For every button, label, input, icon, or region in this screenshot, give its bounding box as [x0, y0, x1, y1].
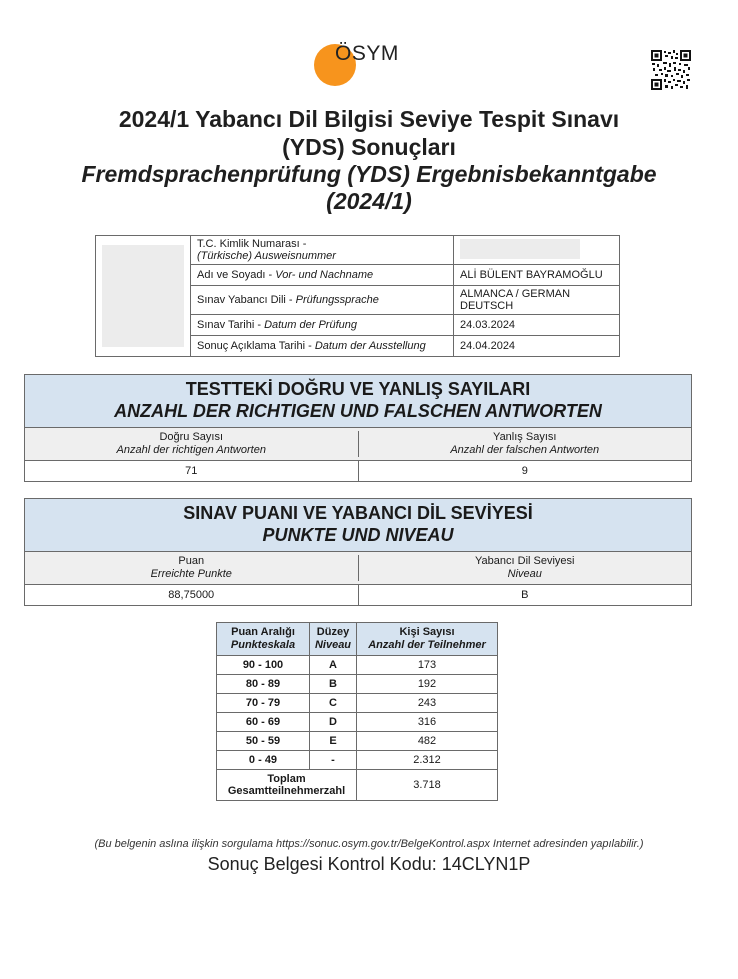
level-value: B: [358, 585, 692, 605]
title-german-line-2: (2024/1): [326, 188, 412, 214]
level-label: Yabancı Dil Seviyesi Niveau: [358, 555, 692, 581]
verification-note: (Bu belgenin aslına ilişkin sorgulama https://sonuc.osym.gov.tr/BelgeKontrol.aspx Internet adresinden yapılabilir.): [94, 838, 644, 850]
value-id-number: [454, 236, 620, 265]
value-language: ALMANCA / GERMAN DEUTSCH: [454, 286, 620, 315]
total-row: [217, 770, 498, 801]
total-value: 3.718: [357, 770, 498, 801]
table-row: 80 - 89 B 192: [217, 675, 498, 694]
qr-code-icon: [651, 50, 691, 90]
answers-heading: TESTTEKİ DOĞRU VE YANLIŞ SAYILARI ANZAHL DER RICHTIGEN UND FALSCHEN ANTWORTEN: [25, 375, 691, 428]
header-level: Düzey Niveau: [310, 623, 357, 656]
correct-label: Doğru Sayısı Anzahl der richtigen Antworten: [116, 431, 266, 456]
title-turkish-line-2: (YDS) Sonuçları: [282, 134, 456, 160]
score-section: [24, 498, 692, 606]
personal-info-table: [95, 235, 620, 357]
wrong-label: Yanlış Sayısı Anzahl der falschen Antworten: [358, 431, 692, 457]
table-row: 90 - 100 A 173: [217, 656, 498, 675]
value-exam-date: 24.03.2024: [454, 315, 620, 336]
table-row: 50 - 59 E 482: [217, 732, 498, 751]
osym-logo: [314, 42, 434, 88]
table-row: 70 - 79 C 243: [217, 694, 498, 713]
candidate-photo: [96, 236, 191, 357]
control-code: Sonuç Belgesi Kontrol Kodu: 14CLYN1P: [207, 854, 531, 874]
label-language: Sınav Yabancı Dili - Prüfungssprache: [191, 286, 454, 315]
redacted-id: [460, 239, 580, 259]
label-result-date: Sonuç Açıklama Tarihi - Datum der Ausstellung: [191, 336, 454, 357]
correct-count: 71: [185, 465, 198, 477]
points-value: 88,75000: [168, 589, 215, 601]
label-name: Adı ve Soyadı - Vor- und Nachname: [191, 265, 454, 286]
total-label: Toplam Gesamtteilnehmerzahl: [217, 770, 357, 801]
label-exam-date: Sınav Tarihi - Datum der Prüfung: [191, 315, 454, 336]
title-german-line-1: Fremdsprachenprüfung (YDS) Ergebnisbekanntgabe: [81, 161, 657, 187]
score-distribution-table: [216, 622, 498, 801]
points-label: Puan Erreichte Punkte: [150, 555, 232, 580]
header-count: Kişi Sayısı Anzahl der Teilnehmer: [357, 623, 498, 656]
score-heading: SINAV PUANI VE YABANCI DİL SEVİYESİ PUNKTE UND NIVEAU: [25, 499, 691, 552]
logo-text: ÖSYM: [335, 42, 399, 65]
table-row: 0 - 49 - 2.312: [217, 751, 498, 770]
title-turkish-line-1: 2024/1 Yabancı Dil Bilgisi Seviye Tespit Sınavı: [118, 106, 620, 132]
label-id-number: T.C. Kimlik Numarası - (Türkische) Ausweisnummer: [191, 236, 454, 265]
table-row: 60 - 69 D 316: [217, 713, 498, 732]
value-result-date: 24.04.2024: [454, 336, 620, 357]
answers-section: [24, 374, 692, 482]
wrong-count: 9: [358, 461, 692, 481]
value-name: ALİ BÜLENT BAYRAMOĞLU: [454, 265, 620, 286]
header-range: Puan Aralığı Punkteskala: [217, 623, 310, 656]
